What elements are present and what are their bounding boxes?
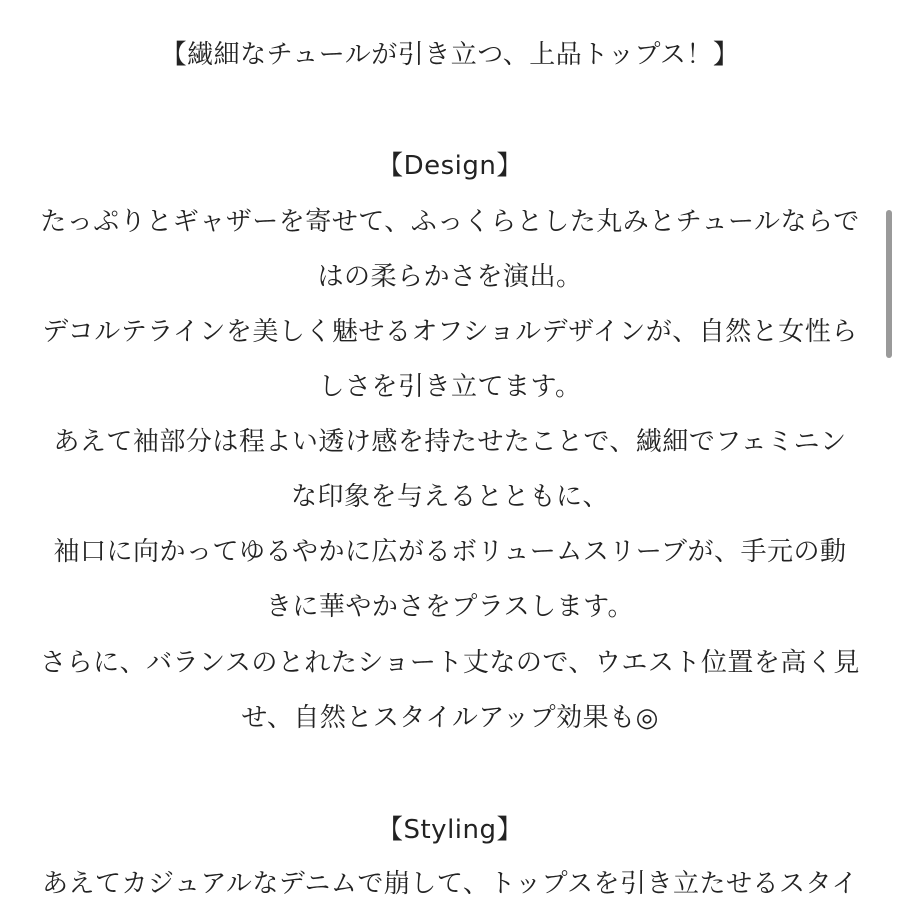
- intro-heading: 【繊細なチュールが引き立つ、上品トップス！】: [160, 40, 740, 70]
- design-line: はの柔らかさを演出。: [317, 262, 583, 292]
- styling-line: あえてカジュアルなデニムで崩して、トップスを引き立たせるスタイ: [41, 869, 859, 899]
- design-line: 袖口に向かってゆるやかに広がるボリュームスリーブが、手元の動: [53, 537, 847, 567]
- vertical-scrollbar-track[interactable]: [888, 0, 894, 900]
- design-line: あえて袖部分は程よい透け感を持たせたことで、繊細でフェミニン: [53, 427, 847, 457]
- design-heading: 【Design】: [377, 151, 523, 181]
- design-line: しさを引き立てます。: [318, 372, 582, 402]
- design-line: きに華やかさをプラスします。: [265, 592, 635, 622]
- design-line: せ、自然とスタイルアップ効果も◎: [241, 703, 659, 733]
- design-line: さらに、バランスのとれたショート丈なので、ウエスト位置を高く見: [40, 648, 860, 678]
- design-line: な印象を与えるとともに、: [290, 482, 609, 512]
- styling-heading: 【Styling】: [376, 815, 523, 845]
- vertical-scrollbar-thumb[interactable]: [886, 210, 892, 358]
- design-line: デコルテラインを美しく魅せるオフショルデザインが、自然と女性ら: [42, 317, 858, 347]
- design-line: たっぷりとギャザーを寄せて、ふっくらとした丸みとチュールならで: [40, 207, 860, 237]
